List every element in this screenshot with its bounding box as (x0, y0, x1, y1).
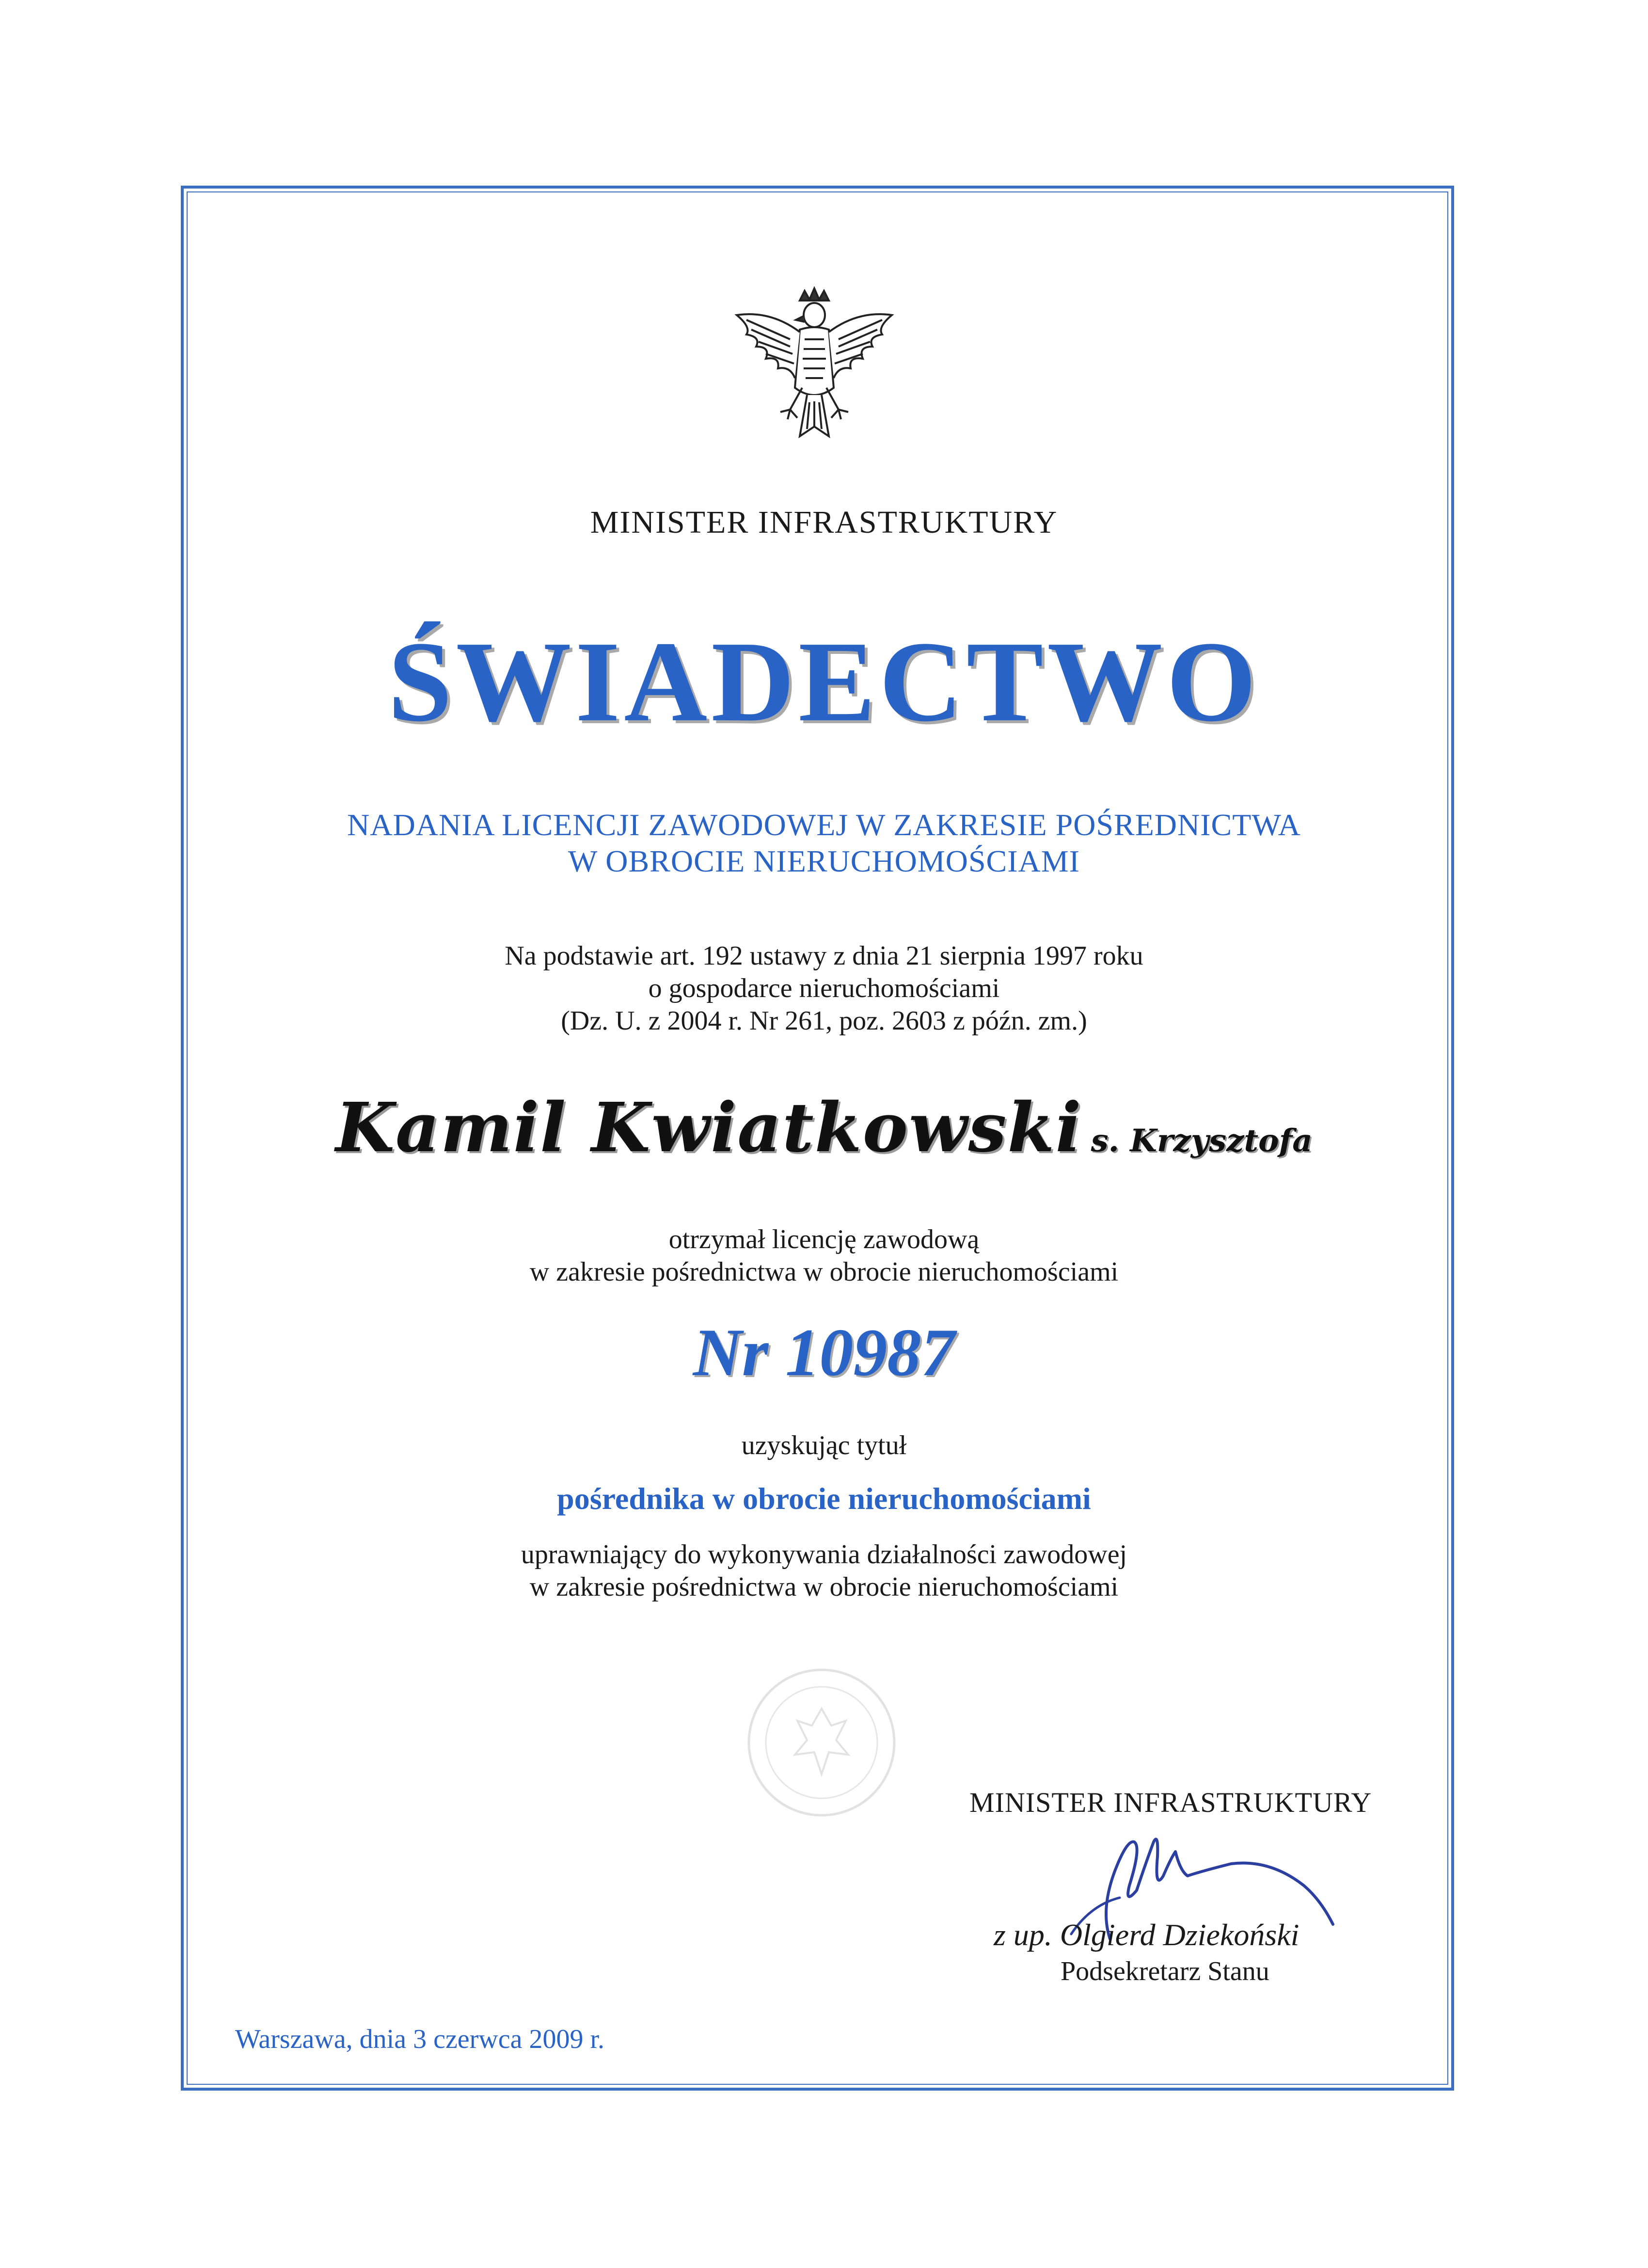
holder-father-name: s. Krzysztofa (1091, 1123, 1313, 1159)
signatory-position: Podsekretarz Stanu (1061, 1956, 1269, 1986)
holder-name-line (0, 1088, 1648, 1168)
subtitle-line-1: NADANIA LICENCJI ZAWODOWEJ W ZAKRESIE POŚREDNICTWA (347, 808, 1301, 842)
signatory-name: z up. Olgierd Dziekoński (994, 1918, 1299, 1952)
professional-title: pośrednika w obrocie nieruchomościami (557, 1481, 1091, 1516)
holder-name: Kamil Kwiatkowski (335, 1088, 1082, 1168)
legal-basis-line-2: o gospodarce nieruchomościami (648, 973, 1000, 1003)
eagle-emblem-icon (717, 281, 911, 475)
place-and-date: Warszawa, dnia 3 czerwca 2009 r. (235, 2024, 605, 2054)
entitlement-line-2: w zakresie pośrednictwa w obrocie nieruchomościami (529, 1572, 1119, 1602)
received-line-2: w zakresie pośrednictwa w obrocie nieruchomościami (529, 1257, 1119, 1287)
issuing-authority: MINISTER INFRASTRUKTURY (590, 505, 1058, 540)
certificate-title: ŚWIADECTWO (388, 618, 1260, 745)
license-number: Nr 10987 (693, 1315, 955, 1390)
legal-basis-line-3: (Dz. U. z 2004 r. Nr 261, poz. 2603 z późn. zm.) (561, 1006, 1087, 1036)
legal-basis-line-1: Na podstawie art. 192 ustawy z dnia 21 sierpnia 1997 roku (505, 941, 1143, 971)
subtitle-line-2: W OBROCIE NIERUCHOMOŚCIAMI (568, 844, 1080, 878)
entitlement-line-1: uprawniający do wykonywania działalności zawodowej (521, 1539, 1127, 1570)
signature-authority: MINISTER INFRASTRUKTURY (969, 1787, 1372, 1818)
embossed-seal-icon (742, 1663, 902, 1823)
received-line-1: otrzymał licencję zawodową (668, 1224, 980, 1254)
obtaining-text: uzyskując tytuł (741, 1430, 907, 1460)
